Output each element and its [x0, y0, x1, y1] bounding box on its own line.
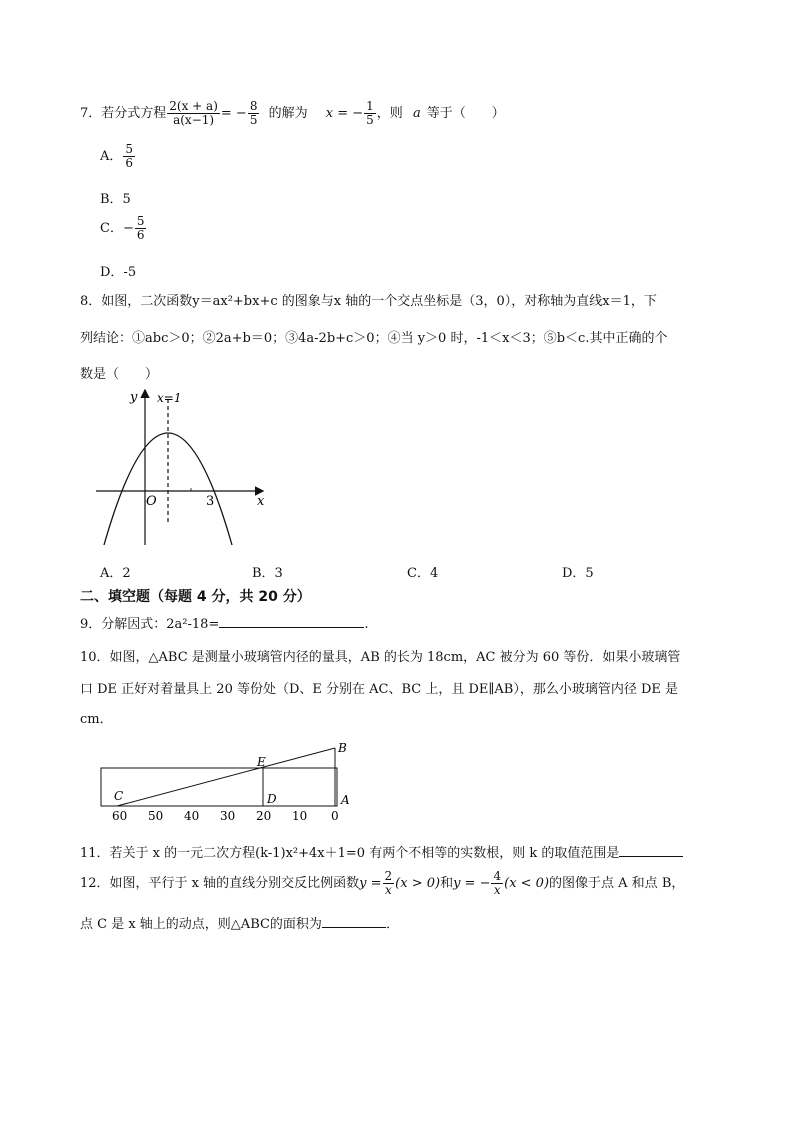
label-B: B	[338, 741, 347, 755]
q7-option-a-num: 5	[125, 142, 134, 156]
q7-option-c	[100, 215, 147, 242]
q7-option-d: D．-5	[100, 265, 137, 280]
q8-option-d: D．5	[562, 566, 594, 581]
q12-f1-y: y =	[359, 876, 382, 891]
q7-var-a: a	[412, 106, 421, 121]
q8-option-a: A．2	[100, 566, 131, 581]
q8-option-b: B．3	[252, 566, 283, 581]
q9-text: 9．分解因式：2a²-18=	[80, 617, 220, 632]
q7-tail1: ，则	[376, 106, 403, 121]
origin-label: O	[146, 494, 157, 509]
label-C: C	[114, 789, 124, 803]
q7-sol-fraction	[364, 100, 376, 127]
tick-20: 20	[256, 809, 272, 823]
q11-line	[80, 842, 683, 861]
tick-0: 0	[331, 809, 339, 823]
q8-line2: 列结论：①abc＞0；②2a+b＝0；③4a-2b+c＞0；④当 y＞0 时，-1＜x＜3；⑤b＜c.其中正确的个	[80, 331, 668, 346]
q7-option-a-den: 6	[125, 156, 134, 170]
root-label: 3	[206, 494, 215, 509]
tick-60: 60	[112, 809, 128, 823]
q10-line3: cm．	[80, 712, 113, 727]
q12-f1-domain: (x > 0)	[395, 876, 441, 891]
q7-option-a-fraction	[123, 143, 135, 170]
tick-10: 10	[292, 809, 308, 823]
q12-and: 和	[440, 876, 454, 891]
q12-f2-num: 4	[493, 869, 502, 883]
q9-line: 9．分解因式：2a²-18= .	[80, 617, 369, 632]
q7-option-a-label: A．	[100, 149, 123, 164]
tool-rectangle	[101, 768, 337, 806]
q7-rhs-num: 8	[249, 99, 258, 113]
q12-line1	[80, 870, 684, 897]
q7-sol-den: 5	[366, 113, 374, 127]
q12-pre: 12．如图，平行于 x 轴的直线分别交反比例函数	[80, 876, 360, 891]
measuring-tool-figure	[95, 738, 360, 828]
q11-text: 11．若关于 x 的一元二次方程(k-1)x²+4x＋1=0 有两个不相等的实数根，则 k 的取值范围是	[80, 846, 620, 861]
segment-CB	[117, 748, 335, 806]
q12-f1-den: x	[384, 883, 392, 897]
q7-tail2: 等于（ ）	[426, 106, 505, 121]
q7-option-c-label: C．−	[100, 221, 134, 236]
q10-line2: 口 DE 正好对着量具上 20 等份处（D、E 分别在 AC、BC 上，且 DE∥AB），那么小玻璃管内径 DE 是	[80, 682, 679, 697]
q7-rhs-den: 5	[249, 113, 258, 127]
q7-option-c-num: 5	[136, 214, 145, 228]
q7-number: 7．若分式方程	[80, 106, 167, 121]
q12-end: ．	[385, 917, 399, 932]
q12-line2	[80, 913, 399, 932]
q7-lhs-den: a(x−1)	[173, 113, 215, 127]
q12-f1-fraction	[383, 870, 395, 897]
q12-answer-blank[interactable]	[322, 915, 386, 928]
q12-f2-domain: (x < 0)	[504, 876, 550, 891]
q7-option-a	[100, 143, 136, 170]
label-D: D	[267, 792, 277, 806]
q7-lhs-fraction	[167, 100, 220, 127]
q10-line1: 10．如图，△ABC 是测量小玻璃管内径的量具，AB 的长为 18cm，AC 被分为 60 等份．如果小玻璃管	[80, 650, 681, 665]
q12-post: 的图像于点 A 和点 B，	[549, 876, 685, 891]
q7-sol-num: 1	[366, 99, 374, 113]
q7-option-c-den: 6	[136, 228, 145, 242]
tick-40: 40	[184, 809, 200, 823]
q7-option-b: B．5	[100, 192, 131, 207]
y-axis-label: y	[130, 390, 138, 405]
q12-f1-num: 2	[384, 869, 393, 883]
q12-f2-fraction	[491, 870, 503, 897]
x-axis-label: x	[257, 494, 265, 509]
tick-50: 50	[148, 809, 164, 823]
q7-rhs-fraction	[248, 100, 260, 127]
q12-line2-text: 点 C 是 x 轴上的动点，则△ABC的面积为	[80, 917, 322, 932]
parabola-graph	[90, 385, 275, 550]
q7-eq: = −	[220, 106, 247, 121]
label-E: E	[257, 755, 266, 769]
q9-answer-blank[interactable]	[219, 615, 364, 628]
tick-30: 30	[220, 809, 236, 823]
label-A: A	[341, 793, 350, 807]
q11-answer-blank[interactable]	[619, 844, 683, 857]
q8-line3: 数是（ ）	[80, 367, 159, 382]
q12-f2-y: y = −	[453, 876, 491, 891]
section-title: 二、填空题（每题 4 分，共 20 分）	[80, 589, 311, 605]
q8-line1: 8．如图，二次函数y＝ax²+bx+c 的图象与x 轴的一个交点坐标是（3，0），对称轴为直线x＝1，下	[80, 294, 657, 309]
q7-sol-var: x = −	[325, 106, 364, 121]
q8-option-c: C．4	[407, 566, 439, 581]
q12-f2-den: x	[493, 883, 501, 897]
q7-line	[80, 100, 505, 127]
q7-option-c-fraction	[135, 215, 147, 242]
symmetry-label: x=1	[157, 391, 182, 405]
q7-lhs-num: 2(x + a)	[169, 99, 218, 113]
q7-mid: 的解为	[268, 106, 308, 121]
